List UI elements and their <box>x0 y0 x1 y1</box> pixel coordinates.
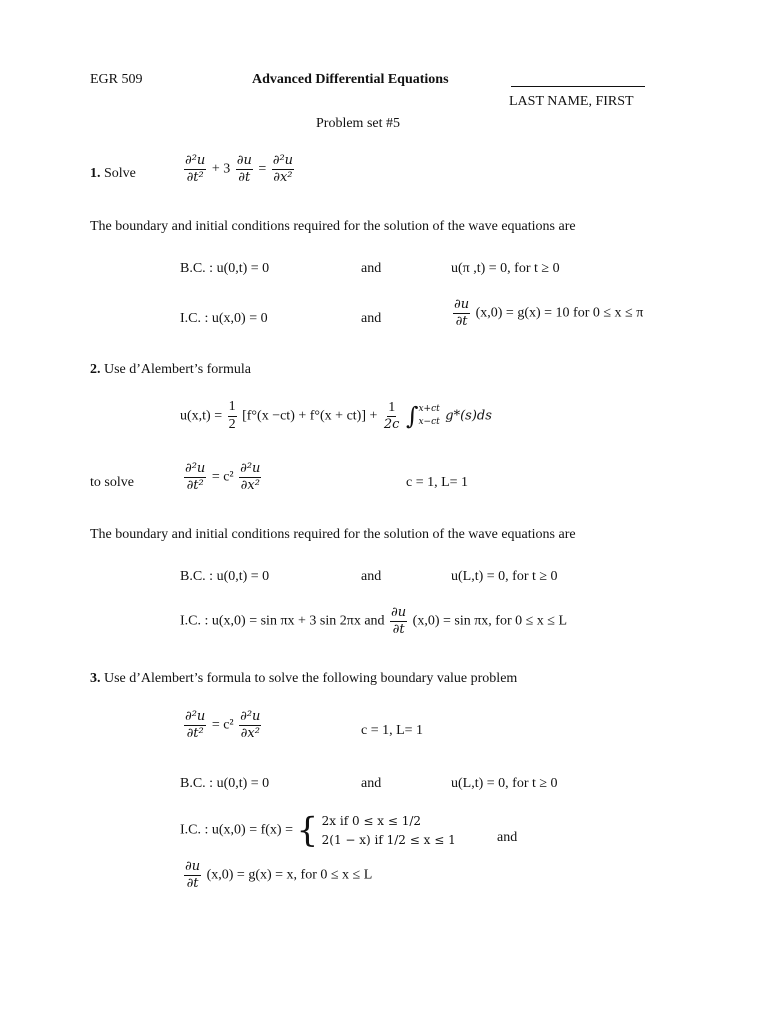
problem-2-bc-and: and <box>361 569 382 584</box>
problem-1-intro: The boundary and initial conditions required for the solution of the wave equations are <box>90 219 576 234</box>
problem-1-equation: $\frac{\text{∂²u}}{\text{∂t²}}$ + 3 $\frac{\partial u}{\partial t}$ = $\frac{\text{∂²u}}{\text{∂x²}}$ <box>185 153 294 185</box>
problem-2-label: 2. Use d’Alembert’s formula <box>90 362 251 377</box>
document-title: Advanced Differential Equations <box>252 72 449 87</box>
case-1: 2x if 0 ≤ x ≤ 1/2 <box>321 814 422 828</box>
case-2: 2(1 − x) if 1/2 ≤ x ≤ 1 <box>321 832 456 847</box>
problem-2-bc-right: u(L,t) = 0, for t ≥ 0 <box>451 569 558 584</box>
problem-3-equation: $\frac{\text{∂²u}}{\text{∂t²}}$ = c² $\frac{\text{∂²u}}{\text{∂x²}}$ <box>185 709 261 741</box>
problem-1-ic-right: $\frac{\partial u}{\partial t}$ (x,0) = g(x) = 10 for 0 ≤ x ≤ π <box>454 297 644 329</box>
problem-2-params: c = 1, L= 1 <box>406 475 469 490</box>
problem-3-g-condition: $\frac{\partial u}{\partial t}$ (x,0) = g(x) = x, for 0 ≤ x ≤ L <box>185 859 373 891</box>
problem-3-ic-and: and <box>497 830 518 845</box>
problem-3-label: 3. Use d’Alembert’s formula to solve the following boundary value problem <box>90 671 518 686</box>
problem-2-to-solve: to solve <box>90 475 134 490</box>
problem-1-bc-right: u(π ,t) = 0, for t ≥ 0 <box>451 261 560 276</box>
problem-1-ic-and: and <box>361 311 382 326</box>
problem-1-bc-and: and <box>361 261 382 276</box>
problem-3-bc-left: B.C. : u(0,t) = 0 <box>180 776 270 791</box>
name-label: LAST NAME, FIRST <box>509 94 634 109</box>
problem-1-label: 1. Solve <box>90 166 136 181</box>
problem-3-bc-right: u(L,t) = 0, for t ≥ 0 <box>451 776 558 791</box>
problem-1-ic-left: I.C. : u(x,0) = 0 <box>180 311 268 326</box>
problem-set-label: Problem set #5 <box>316 116 400 131</box>
problem-3-ic: I.C. : u(x,0) = f(x) = { 2x if 0 ≤ x ≤ 1/2 2(1 − x) if 1/2 ≤ x ≤ 1 <box>180 810 456 851</box>
name-line <box>511 86 645 87</box>
problem-3-params: c = 1, L= 1 <box>361 723 424 738</box>
course-code: EGR 509 <box>90 72 143 87</box>
problem-1-bc-left: B.C. : u(0,t) = 0 <box>180 261 270 276</box>
problem-2-bc-left: B.C. : u(0,t) = 0 <box>180 569 270 584</box>
dalembert-formula: u(x,t) = $\frac{1}{2}$ [f°(x −ct) + f°(x + ct)] + $\frac{1}{2c}$ ∫ x+ct x−ct g*(s)ds <box>180 399 492 433</box>
problem-2-equation: $\frac{\text{∂²u}}{\text{∂t²}}$ = c² $\frac{\text{∂²u}}{\text{∂x²}}$ <box>185 461 261 493</box>
problem-3-bc-and: and <box>361 776 382 791</box>
problem-2-intro: The boundary and initial conditions required for the solution of the wave equations are <box>90 527 576 542</box>
problem-2-ic: I.C. : u(x,0) = sin πx + 3 sin 2πx and $\frac{\partial u}{\partial t}$ (x,0) = sin πx, for 0 ≤ x ≤ L <box>180 605 568 637</box>
